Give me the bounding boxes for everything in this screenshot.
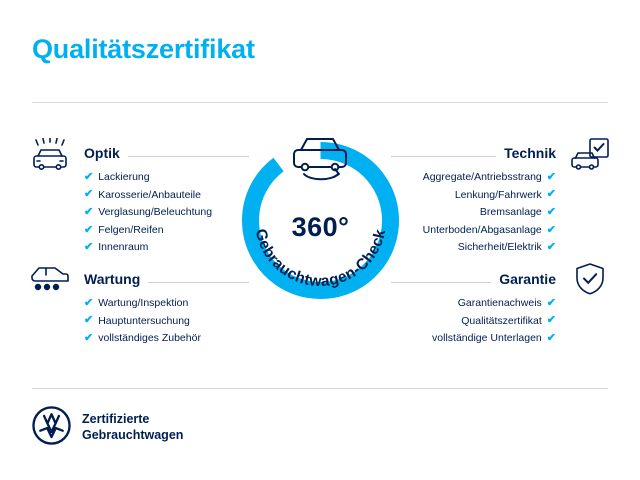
checklist bbox=[391, 171, 556, 254]
list-item-label: Qualitätszertifikat bbox=[461, 314, 542, 327]
list-item bbox=[391, 189, 556, 202]
check-icon: ✔ bbox=[84, 241, 94, 254]
badge-center-label: 360° bbox=[291, 212, 350, 242]
section-title: Technik bbox=[504, 145, 556, 161]
list-item bbox=[84, 171, 249, 184]
list-item-label: Sicherheit/Elektrik bbox=[457, 241, 542, 254]
list-item bbox=[391, 315, 556, 328]
list-item bbox=[84, 241, 249, 254]
list-item-label: Bremsanlage bbox=[479, 206, 542, 219]
list-item bbox=[84, 206, 249, 219]
check-icon: ✔ bbox=[84, 296, 94, 309]
list-item-label: Aggregate/Antriebsstrang bbox=[422, 171, 542, 183]
car-lift-icon bbox=[29, 262, 71, 299]
section-garantie bbox=[391, 272, 556, 345]
list-item-label: vollständige Unterlagen bbox=[432, 332, 542, 345]
list-item-label: Innenraum bbox=[98, 241, 149, 254]
list-item bbox=[84, 189, 249, 202]
list-item bbox=[391, 206, 556, 219]
list-item bbox=[391, 297, 556, 310]
check-icon: ✔ bbox=[546, 205, 556, 218]
checklist bbox=[84, 171, 249, 254]
section-wartung bbox=[84, 272, 249, 345]
brand-line-1: Zertifizierte bbox=[82, 412, 150, 427]
check-icon: ✔ bbox=[546, 331, 556, 344]
check-icon: ✔ bbox=[546, 223, 556, 236]
checklist bbox=[84, 297, 249, 345]
section-header bbox=[391, 146, 556, 161]
check-icon: ✔ bbox=[84, 331, 94, 344]
shield-check-icon bbox=[574, 262, 606, 301]
list-item-label: Verglasung/Beleuchtung bbox=[98, 206, 213, 219]
brand-line-2: Gebrauchtwagen bbox=[82, 428, 184, 442]
checklist bbox=[391, 297, 556, 345]
check-icon: ✔ bbox=[546, 296, 556, 309]
check-icon: ✔ bbox=[546, 241, 556, 254]
page-title: Qualitätszertifikat bbox=[32, 34, 255, 64]
list-item-label: Wartung/Inspektion bbox=[98, 297, 189, 309]
list-item-label: vollständiges Zubehör bbox=[98, 332, 201, 345]
list-item-label: Felgen/Reifen bbox=[98, 223, 164, 236]
badge-360-gebrauchtwagen-check bbox=[228, 128, 413, 313]
check-icon: ✔ bbox=[546, 188, 556, 201]
section-header bbox=[84, 146, 249, 161]
check-icon: ✔ bbox=[84, 205, 94, 218]
header-divider bbox=[32, 102, 608, 103]
vw-logo bbox=[32, 406, 71, 450]
section-header bbox=[391, 272, 556, 287]
section-header bbox=[84, 272, 249, 287]
section-optik bbox=[84, 146, 249, 254]
section-technik bbox=[391, 146, 556, 254]
section-title: Optik bbox=[84, 145, 120, 161]
section-title: Garantie bbox=[499, 271, 556, 287]
list-item bbox=[391, 332, 556, 345]
car-wash-icon bbox=[29, 138, 71, 177]
check-icon: ✔ bbox=[546, 314, 556, 327]
list-item-label: Karosserie/Anbauteile bbox=[98, 188, 201, 201]
check-icon: ✔ bbox=[84, 170, 94, 183]
section-title: Wartung bbox=[84, 271, 141, 287]
list-item bbox=[84, 332, 249, 345]
list-item bbox=[84, 224, 249, 237]
car-checklist-icon bbox=[570, 138, 610, 177]
check-icon: ✔ bbox=[84, 223, 94, 236]
list-item-label: Unterboden/Abgasanlage bbox=[422, 223, 542, 236]
brand-footer bbox=[32, 406, 183, 450]
list-item-label: Lackierung bbox=[98, 171, 150, 183]
list-item bbox=[84, 315, 249, 328]
list-item-label: Lenkung/Fahrwerk bbox=[454, 188, 542, 201]
svg-text:Gebrauchtwagen-Check: Gebrauchtwagen-Check bbox=[251, 227, 390, 291]
list-item-label: Hauptuntersuchung bbox=[98, 314, 190, 327]
list-item bbox=[84, 297, 249, 310]
check-icon: ✔ bbox=[84, 314, 94, 327]
list-item-label: Garantienachweis bbox=[457, 297, 542, 309]
check-icon: ✔ bbox=[84, 188, 94, 201]
check-icon: ✔ bbox=[546, 170, 556, 183]
list-item bbox=[391, 171, 556, 184]
list-item bbox=[391, 224, 556, 237]
list-item bbox=[391, 241, 556, 254]
footer-divider bbox=[32, 388, 608, 389]
brand-text bbox=[82, 412, 183, 443]
